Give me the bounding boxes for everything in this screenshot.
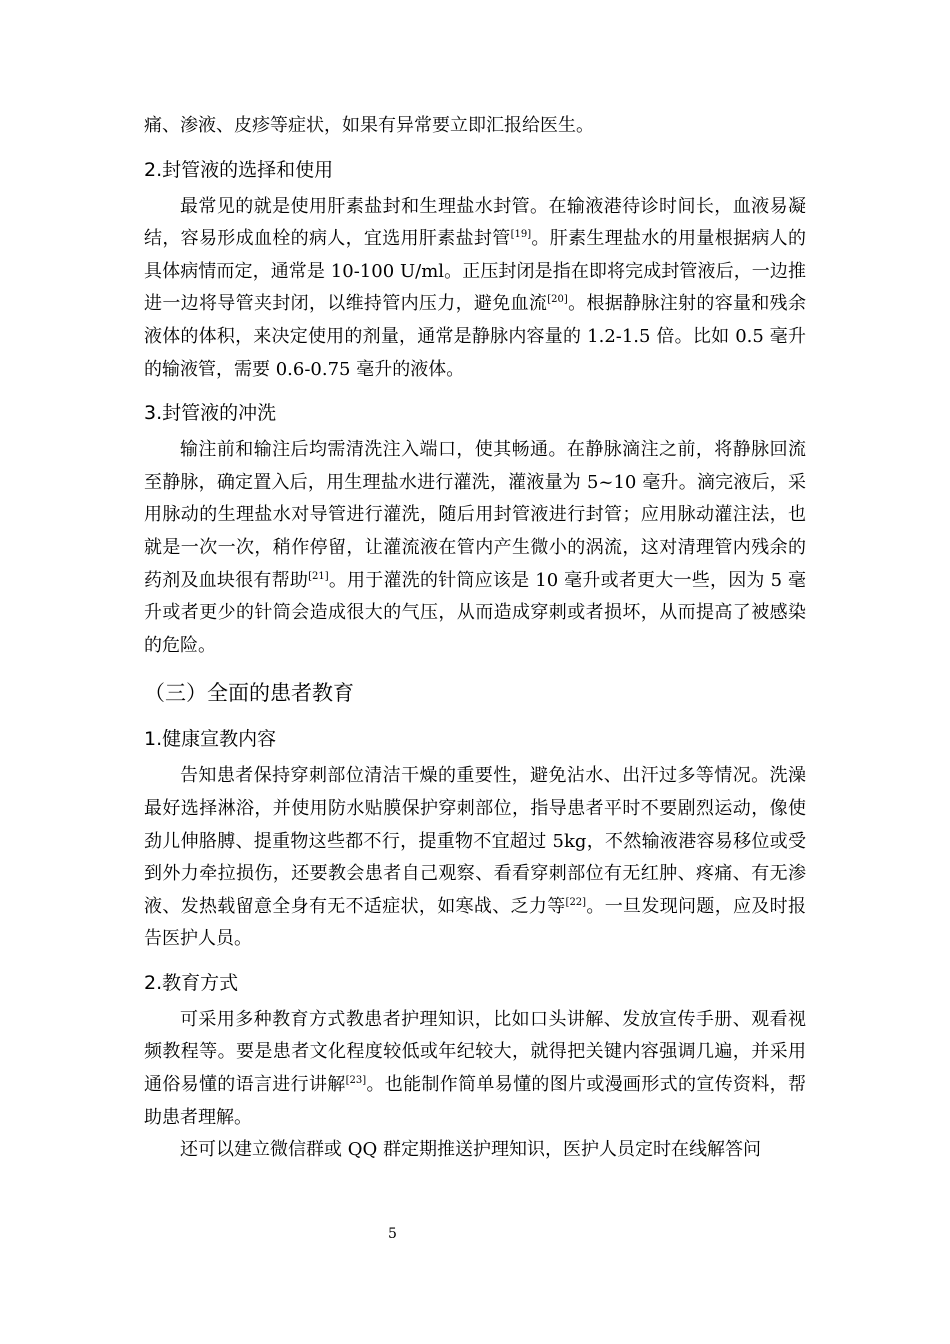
citation-21: [21] [308, 570, 329, 582]
chapter-3-heading: （三）全面的患者教育 [144, 681, 354, 706]
document-page [144, 110, 806, 1167]
health-education-paragraph: 告知患者保持穿刺部位清洁干燥的重要性，避免沾水、出汗过多等情况。洗澡最好选择淋浴，并使用防水贴膜保护穿刺部位，指导患者平时不要剧烈运动，像使劲儿伸胳膊、提重物这些都不行，提重物不宜超过 5kg，不然输液港容易移位或受到外力牵拉损伤，还要教会患者自己观察、看看穿刺部位有无红肿、疼痛、有无渗液、发热载留意全身有无不适症状，如寒战、乏力等[22]。一旦发现问题，应及时报告医护人员。 [144, 765, 807, 950]
section-3-paragraph: 输注前和输注后均需清洗注入端口，使其畅通。在静脉滴注之前，将静脉回流至静脉，确定置入后，用生理盐水进行灌洗，灌液量为 5~10 毫升。滴完液后，采用脉动的生理盐水对导管进行灌洗，随后用封管液进行封管；应用脉动灌注法，也就是一次一次，稍作停留，让灌流液在管内产生微小的涡流，这对清理管内残余的药剂及血块很有帮助[21]。用于灌洗的针筒应该是 10 毫升或者更大一些，因为 5 毫升或者更少的针筒会造成很大的气压，从而造成穿刺或者损坏，从而提高了被感染的危险。 [144, 439, 806, 656]
education-method-paragraph-2: 还可以建立微信群或 QQ 群定期推送护理知识，医护人员定时在线解答问 [180, 1139, 761, 1161]
section-2-paragraph: 最常见的就是使用肝素盐封和生理盐水封管。在输液港待诊时间长，血液易凝结，容易形成血栓的病人，宜选用肝素盐封管[19]。肝素生理盐水的用量根据病人的具体病情而定，通常是 10-100 U/ml。正压封闭是指在即将完成封管液后，一边推进一边将导管夹封闭，以维持管内压力，避免血流[20]。根据静脉注射的容量和残余液体的体积，来决定使用的剂量，通常是静脉内容量的 1.2-1.5 倍。比如 0.5 毫升的输液管，需要 0.6-0.75 毫升的液体。 [144, 195, 807, 380]
citation-23: [23] [345, 1075, 367, 1087]
citation-22: [22] [565, 896, 587, 908]
intro-paragraph: 痛、渗液、皮疹等症状，如果有异常要立即汇报给医生。 [144, 115, 594, 136]
health-education-heading: 1.健康宣教内容 [144, 728, 277, 751]
citation-20: [20] [547, 294, 568, 306]
section-3-heading: 3.封管液的冲洗 [144, 402, 277, 425]
education-method-paragraph: 可采用多种教育方式教患者护理知识，比如口头讲解、发放宣传手册、观看视频教程等。要是患者文化程度较低或年纪较大，就得把关键内容强调几遍，并采用通俗易懂的语言进行讲解[23]。也能制作简单易懂的图片或漫画形式的宣传资料，帮助患者理解。 [144, 1008, 807, 1128]
education-method-heading: 2.教育方式 [144, 971, 239, 994]
section-2-heading: 2.封管液的选择和使用 [144, 158, 334, 181]
page-number: 5 [388, 1226, 397, 1242]
citation-19: [19] [510, 229, 532, 241]
